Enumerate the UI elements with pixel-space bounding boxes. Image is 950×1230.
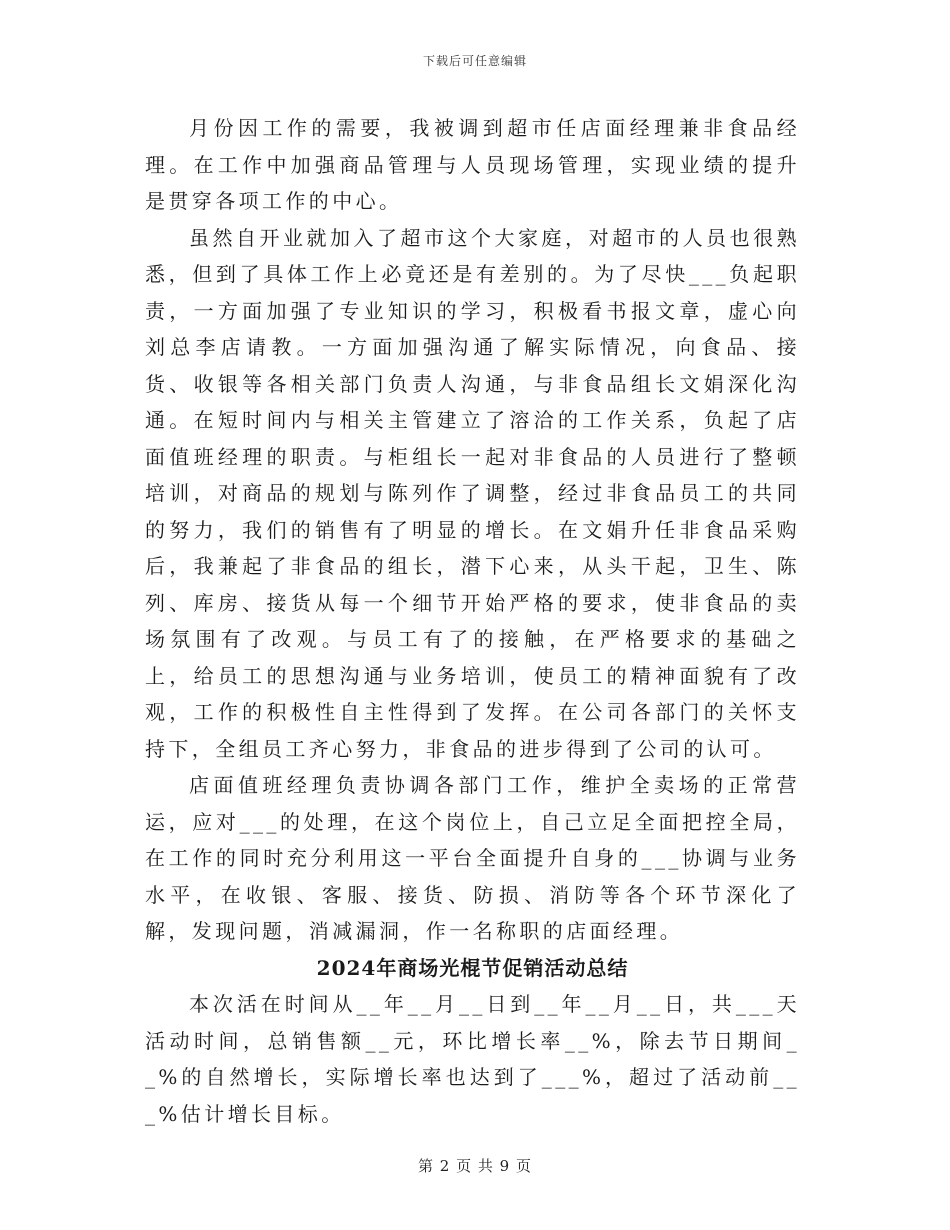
- page-header-note: 下载后可任意编辑: [422, 54, 527, 68]
- page-number: 第 2 页 共 9 页: [418, 1157, 532, 1175]
- paragraph-1: 月份因工作的需要，我被调到超市任店面经理兼非食品经理。在工作中加强商品管理与人员现场管理，实现业绩的提升是贯穿各项工作的中心。: [145, 116, 800, 213]
- paragraph-3: 店面值班经理负责协调各部门工作，维护全卖场的正常营运，应对___的处理，在这个岗位上，自己立足全面把控全局，在工作的同时充分利用这一平台全面提升自身的___协调与业务水平，在收银、客服、接货、防损、消防等各个环节深化了解，发现问题，消减漏洞，作一名称职的店面经理。: [145, 773, 800, 943]
- paragraph-4: 本次活在时间从__年__月__日到__年__月__日，共___天活动时间，总销售额__元，环比增长率__%，除去节日期间__%的自然增长，实际增长率也达到了___%，超过了活动前___%估计增长目标。: [145, 992, 800, 1126]
- section-title: 2024年商场光棍节促销活动总结: [316, 955, 629, 980]
- paragraph-2: 虽然自开业就加入了超市这个大家庭，对超市的人员也很熟悉，但到了具体工作上必竟还是有差别的。为了尽快___负起职责，一方面加强了专业知识的学习，积极看书报文章，虚心向刘总李店请教。一方面加强沟通了解实际情况，向食品、接货、收银等各相关部门负责人沟通，与非食品组长文娟深化沟通。在短时间内与相关主管建立了溶洽的工作关系，负起了店面值班经理的职责。与柜组长一起对非食品的人员进行了整顿培训，对商品的规划与陈列作了调整，经过非食品员工的共同的努力，我们的销售有了明显的增长。在文娟升任非食品采购后，我兼起了非食品的组长，潜下心来，从头干起，卫生、陈列、库房、接货从每一个细节开始严格的要求，使非食品的卖场氛围有了改观。与员工有了的接触，在严格要求的基础之上，给员工的思想沟通与业务培训，使员工的精神面貌有了改观，工作的积极性自主性得到了发挥。在公司各部门的关怀支持下，全组员工齐心努力，非食品的进步得到了公司的认可。: [145, 225, 800, 761]
- document-body: [145, 110, 800, 1132]
